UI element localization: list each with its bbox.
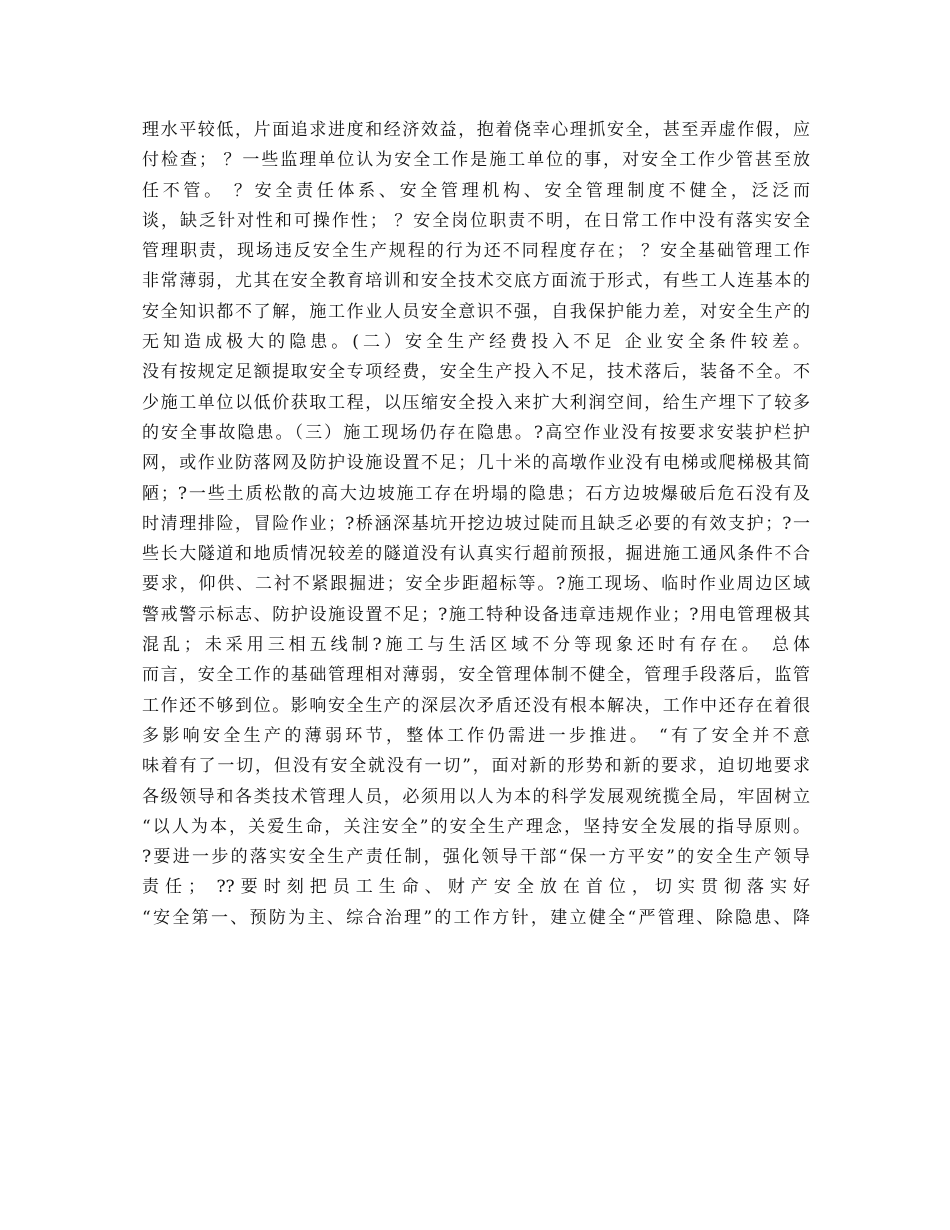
text-line: 没有按规定足额提取安全专项经费，安全生产投入不足，技术落后，装备不全。不 [142,362,810,383]
text-line: 味着有了一切，但没有安全就没有一切”，面对新的形势和新的要求，迫切地要求 [142,756,810,777]
text-line: 些长大隧道和地质情况较差的隧道没有认真实行超前预报，掘进施工通风条件不合 [142,544,810,565]
text-line: 混乱；未采用三相五线制?施工与生活区域不分等现象还时有存在。 总体 [142,635,810,656]
text-line: 少施工单位以低价获取工程，以压缩安全投入来扩大利润空间，给生产埋下了较多 [142,392,810,413]
text-line: “安全第一、预防为主、综合治理”的工作方针，建立健全“严管理、除隐患、降 [142,907,810,928]
text-line: 时清理排险，冒险作业；?桥涵深基坑开挖边坡过陡而且缺乏必要的有效支护；?一 [142,513,810,534]
body-text [142,115,810,933]
text-line: “以人为本，关爱生命，关注安全”的安全生产理念，坚持安全发展的指导原则。 [142,816,810,837]
text-line: 多影响安全生产的薄弱环节，整体工作仍需进一步推进。 “有了安全并不意 [142,725,810,746]
text-line: 各级领导和各类技术管理人员，必须用以人为本的科学发展观统揽全局，牢固树立 [142,786,810,807]
text-line: 无知造成极大的隐患。(二）安全生产经费投入不足 企业安全条件较差。 [142,332,810,353]
text-line: 要求，仰供、二衬不紧跟掘进；安全步距超标等。?施工现场、临时作业周边区域 [142,574,810,595]
text-line: 而言，安全工作的基础管理相对薄弱，安全管理体制不健全，管理手段落后，监管 [142,665,810,686]
text-line: 安全知识都不了解，施工作业人员安全意识不强，自我保护能力差，对安全生产的 [142,301,810,322]
text-line: 工作还不够到位。影响安全生产的深层次矛盾还没有根本解决，工作中还存在着很 [142,695,810,716]
text-line: 网，或作业防落网及防护设施设置不足；几十米的高墩作业没有电梯或爬梯极其简 [142,453,810,474]
text-line: 谈，缺乏针对性和可操作性； ？安全岗位职责不明，在日常工作中没有落实安全 [142,210,810,231]
text-line: 责任； ??要时刻把员工生命、财产安全放在首位，切实贯彻落实好 [142,877,810,898]
text-line: 陋；?一些土质松散的高大边坡施工存在坍塌的隐患；石方边坡爆破后危石没有及 [142,483,810,504]
text-line: 警戒警示标志、防护设施设置不足；?施工特种设备违章违规作业；?用电管理极其 [142,604,810,625]
text-line: ?要进一步的落实安全生产责任制，强化领导干部“保一方平安”的安全生产领导 [142,847,810,868]
text-line: 理水平较低，片面追求进度和经济效益，抱着侥幸心理抓安全，甚至弄虚作假，应 [142,120,810,140]
text-line: 付检查； ？一些监理单位认为安全工作是施工单位的事，对安全工作少管甚至放 [142,150,810,171]
text-line: 管理职责，现场违反安全生产规程的行为还不同程度存在； ？安全基础管理工作 [142,241,810,262]
text-line: 非常薄弱，尤其在安全教育培训和安全技术交底方面流于形式，有些工人连基本的 [142,271,810,292]
text-line: 的安全事故隐患。（三）施工现场仍存在隐患。?高空作业没有按要求安装护栏护 [142,422,810,443]
text-line: 任不管。 ？安全责任体系、安全管理机构、安全管理制度不健全，泛泛而 [142,180,810,201]
